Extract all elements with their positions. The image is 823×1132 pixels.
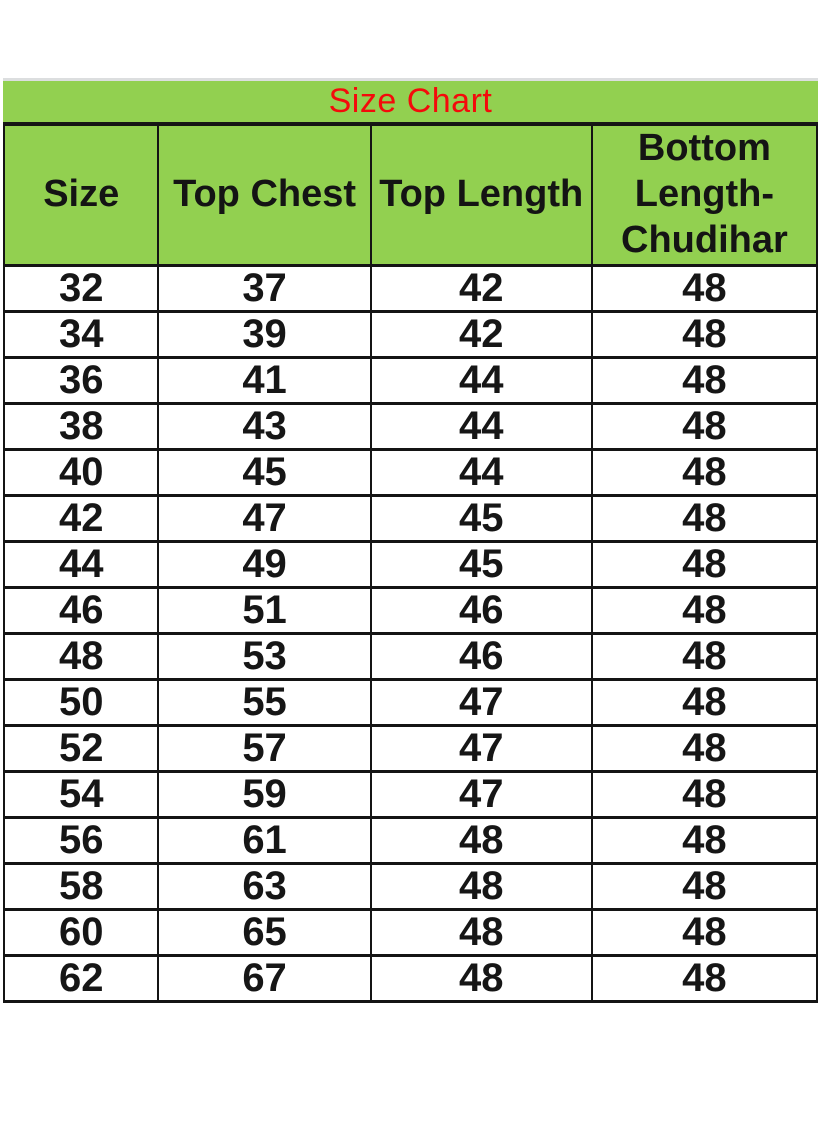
column-header-size: Size [4,125,158,265]
cell-size: 38 [4,403,158,449]
table-row [4,679,817,725]
table-row [4,863,817,909]
table-row [4,265,817,311]
cell-bottom-length: 48 [592,909,817,955]
cell-top-length: 44 [371,449,592,495]
cell-top-length: 45 [371,541,592,587]
cell-top-chest: 61 [158,817,370,863]
table-row [4,403,817,449]
table-row [4,541,817,587]
cell-size: 62 [4,955,158,1001]
cell-top-length: 46 [371,633,592,679]
chart-title-bar [3,78,818,124]
cell-top-length: 48 [371,955,592,1001]
cell-top-chest: 63 [158,863,370,909]
cell-top-chest: 65 [158,909,370,955]
cell-size: 46 [4,587,158,633]
cell-top-length: 47 [371,771,592,817]
cell-top-chest: 47 [158,495,370,541]
cell-size: 60 [4,909,158,955]
cell-size: 58 [4,863,158,909]
cell-top-chest: 51 [158,587,370,633]
cell-size: 48 [4,633,158,679]
cell-size: 34 [4,311,158,357]
table-row [4,449,817,495]
chart-title: Size Chart [328,82,493,120]
cell-top-length: 46 [371,587,592,633]
cell-top-chest: 53 [158,633,370,679]
cell-bottom-length: 48 [592,449,817,495]
table-row [4,633,817,679]
column-header-bottom-length-chudihar: Bottom Length-Chudihar [592,125,817,265]
cell-top-length: 42 [371,311,592,357]
cell-bottom-length: 48 [592,725,817,771]
cell-bottom-length: 48 [592,587,817,633]
cell-bottom-length: 48 [592,771,817,817]
table-row [4,357,817,403]
cell-top-chest: 67 [158,955,370,1001]
column-header-top-length: Top Length [371,125,592,265]
table-body [4,265,817,1001]
cell-bottom-length: 48 [592,633,817,679]
table-header [4,125,817,265]
table-row [4,817,817,863]
cell-top-chest: 39 [158,311,370,357]
table-row [4,909,817,955]
cell-top-length: 45 [371,495,592,541]
table-row [4,955,817,1001]
cell-bottom-length: 48 [592,679,817,725]
table-row [4,587,817,633]
cell-bottom-length: 48 [592,357,817,403]
cell-top-chest: 59 [158,771,370,817]
table-row [4,771,817,817]
cell-top-length: 44 [371,403,592,449]
cell-bottom-length: 48 [592,265,817,311]
cell-top-chest: 43 [158,403,370,449]
cell-size: 42 [4,495,158,541]
cell-top-length: 42 [371,265,592,311]
cell-top-length: 48 [371,909,592,955]
header-row [4,125,817,265]
cell-bottom-length: 48 [592,495,817,541]
cell-bottom-length: 48 [592,311,817,357]
cell-bottom-length: 48 [592,541,817,587]
cell-top-chest: 57 [158,725,370,771]
cell-size: 44 [4,541,158,587]
cell-bottom-length: 48 [592,955,817,1001]
cell-top-length: 47 [371,679,592,725]
cell-size: 40 [4,449,158,495]
column-header-top-chest: Top Chest [158,125,370,265]
size-table [3,124,818,1003]
size-chart [3,78,818,1003]
cell-top-chest: 55 [158,679,370,725]
cell-top-length: 47 [371,725,592,771]
cell-bottom-length: 48 [592,863,817,909]
cell-top-chest: 37 [158,265,370,311]
table-row [4,725,817,771]
cell-top-chest: 41 [158,357,370,403]
cell-size: 50 [4,679,158,725]
cell-top-length: 48 [371,863,592,909]
cell-size: 32 [4,265,158,311]
cell-top-chest: 45 [158,449,370,495]
cell-top-length: 48 [371,817,592,863]
cell-bottom-length: 48 [592,403,817,449]
cell-size: 36 [4,357,158,403]
cell-top-chest: 49 [158,541,370,587]
cell-top-length: 44 [371,357,592,403]
table-row [4,495,817,541]
cell-size: 56 [4,817,158,863]
table-row [4,311,817,357]
cell-bottom-length: 48 [592,817,817,863]
cell-size: 52 [4,725,158,771]
cell-size: 54 [4,771,158,817]
